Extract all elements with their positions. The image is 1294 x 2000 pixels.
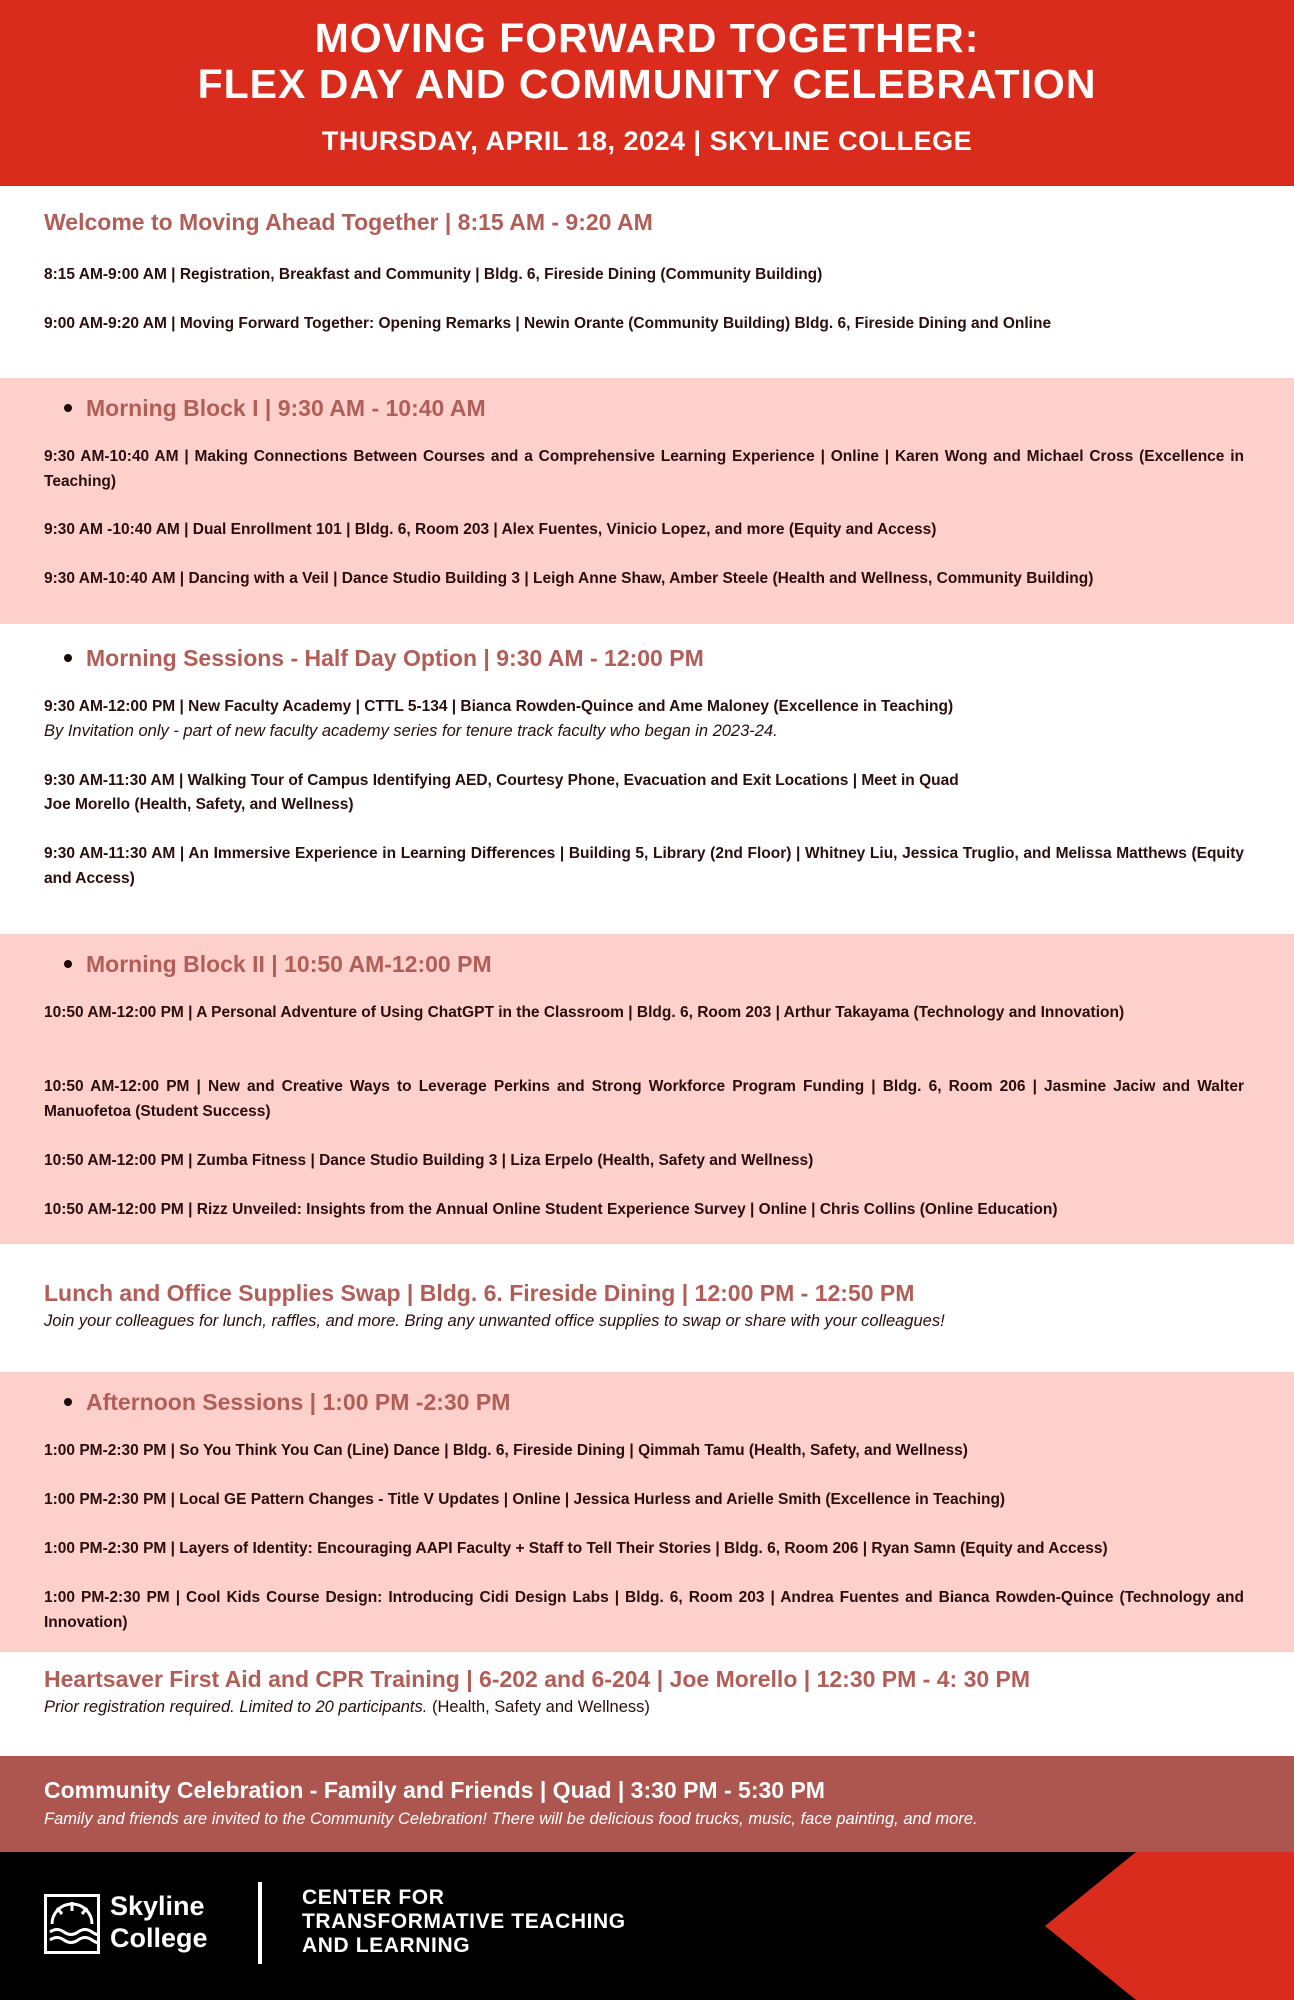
skyline-logo-icon [44, 1894, 100, 1954]
morning-block-2-item-4: 10:50 AM-12:00 PM | Rizz Unveiled: Insights from the Annual Online Student Experience Survey | Online | Chris Collins (Online Education) [44, 1201, 1058, 1218]
morning-sessions-item-2-presenter: Joe Morello (Health, Safety, and Wellness) [44, 796, 354, 813]
afternoon-item-3: 1:00 PM-2:30 PM | Layers of Identity: Encouraging AAPI Faculty + Staff to Tell Their Stories | Bldg. 6, Room 206 | Ryan Samn (Equity and Access) [44, 1540, 1108, 1557]
celebration-title: Community Celebration - Family and Friends | Quad | 3:30 PM - 5:30 PM [44, 1777, 825, 1803]
page-title-line2: FLEX DAY AND COMMUNITY CELEBRATION [197, 61, 1097, 107]
center-name-line3: AND LEARNING [302, 1934, 471, 1957]
morning-block-2-item-1: 10:50 AM-12:00 PM | A Personal Adventure of Using ChatGPT in the Classroom | Bldg. 6, Room 203 | Arthur Takayama (Technology and Innovation) [44, 1004, 1125, 1021]
welcome-section [0, 186, 1294, 378]
bullet-icon [64, 1398, 72, 1406]
morning-sessions-item-1: 9:30 AM-12:00 PM | New Faculty Academy | CTTL 5-134 | Bianca Rowden-Quince and Ame Maloney (Excellence in Teaching) [44, 698, 954, 715]
center-name-line1: CENTER FOR [302, 1886, 445, 1909]
footer-divider [258, 1882, 262, 1964]
page-subtitle: THURSDAY, APRIL 18, 2024 | SKYLINE COLLEGE [321, 126, 973, 156]
afternoon-item-4: 1:00 PM-2:30 PM | Cool Kids Course Design: Introducing Cidi Design Labs | Bldg. 6, Room 203 | Andrea Fuentes and Bianca Rowden-Quince (Technology and Innovation) [44, 1589, 1244, 1631]
logo-text-skyline: Skyline [110, 1891, 205, 1921]
morning-block-2-item-2: 10:50 AM-12:00 PM | New and Creative Ways to Leverage Perkins and Strong Workforce Program Funding | Bldg. 6, Room 206 | Jasmine Jaciw and Walter Manuofetoa (Student Success) [44, 1078, 1244, 1120]
morning-block-2-section [0, 934, 1294, 1244]
afternoon-item-1: 1:00 PM-2:30 PM | So You Think You Can (Line) Dance | Bldg. 6, Fireside Dining | Qimmah Tamu (Health, Safety, and Wellness) [44, 1442, 968, 1459]
lunch-section [0, 1244, 1294, 1372]
heartsaver-title: Heartsaver First Aid and CPR Training | 6-202 and 6-204 | Joe Morello | 12:30 PM - 4: 30 PM [44, 1666, 1031, 1692]
afternoon-title: Afternoon Sessions | 1:00 PM -2:30 PM [86, 1389, 511, 1415]
lunch-note: Join your colleagues for lunch, raffles, and more. Bring any unwanted office supplies to swap or share with your colleagues! [44, 1312, 945, 1330]
header-banner [0, 0, 1294, 186]
heartsaver-section [0, 1652, 1294, 1756]
lunch-title: Lunch and Office Supplies Swap | Bldg. 6. Fireside Dining | 12:00 PM - 12:50 PM [44, 1280, 915, 1306]
morning-block-2-title: Morning Block II | 10:50 AM-12:00 PM [86, 951, 492, 977]
afternoon-item-2: 1:00 PM-2:30 PM | Local GE Pattern Changes - Title V Updates | Online | Jessica Hurless and Arielle Smith (Excellence in Teaching) [44, 1491, 1006, 1508]
heartsaver-note-italic: Prior registration required. Limited to 20 participants. [44, 1698, 428, 1716]
bullet-icon [64, 654, 72, 662]
welcome-item-1: 8:15 AM-9:00 AM | Registration, Breakfast and Community | Bldg. 6, Fireside Dining (Community Building) [44, 266, 823, 283]
morning-block-1-item-1: 9:30 AM-10:40 AM | Making Connections Between Courses and a Comprehensive Learning Experience | Online | Karen Wong and Michael Cross (Excellence in Teaching) [44, 448, 1244, 490]
morning-block-1-section [0, 378, 1294, 624]
morning-block-2-item-3: 10:50 AM-12:00 PM | Zumba Fitness | Dance Studio Building 3 | Liza Erpelo (Health, Safety and Wellness) [44, 1152, 814, 1169]
welcome-title: Welcome to Moving Ahead Together | 8:15 AM - 9:20 AM [44, 209, 653, 235]
bullet-icon [64, 404, 72, 412]
morning-sessions-item-2: 9:30 AM-11:30 AM | Walking Tour of Campus Identifying AED, Courtesy Phone, Evacuation and Exit Locations | Meet in Quad [44, 772, 959, 789]
center-name-line2: TRANSFORMATIVE TEACHING [302, 1910, 626, 1933]
celebration-section [0, 1756, 1294, 1852]
morning-sessions-note: By Invitation only - part of new faculty academy series for tenure track faculty who began in 2023-24. [44, 722, 778, 740]
heartsaver-note [44, 1695, 1244, 1719]
heartsaver-note-category: (Health, Safety and Wellness) [427, 1698, 650, 1716]
morning-sessions-item-3: 9:30 AM-11:30 AM | An Immersive Experience in Learning Differences | Building 5, Library (2nd Floor) | Whitney Liu, Jessica Truglio, and Melissa Matthews (Equity and Access) [44, 845, 1244, 887]
morning-block-1-item-2: 9:30 AM -10:40 AM | Dual Enrollment 101 | Bldg. 6, Room 203 | Alex Fuentes, Vinicio Lopez, and more (Equity and Access) [44, 521, 937, 538]
footer [0, 1852, 1294, 2000]
morning-block-1-item-3: 9:30 AM-10:40 AM | Dancing with a Veil | Dance Studio Building 3 | Leigh Anne Shaw, Amber Steele (Health and Wellness, Community Building) [44, 570, 1094, 587]
welcome-item-2: 9:00 AM-9:20 AM | Moving Forward Together: Opening Remarks | Newin Orante (Community Building) Bldg. 6, Fireside Dining and Online [44, 315, 1052, 332]
morning-sessions-title: Morning Sessions - Half Day Option | 9:30 AM - 12:00 PM [86, 645, 704, 671]
bullet-icon [64, 960, 72, 968]
morning-block-1-title: Morning Block I | 9:30 AM - 10:40 AM [86, 395, 486, 421]
page-title-line1: MOVING FORWARD TOGETHER: [314, 15, 980, 61]
morning-sessions-section [0, 624, 1294, 934]
celebration-note: Family and friends are invited to the Community Celebration! There will be delicious food trucks, music, face painting, and more. [44, 1810, 978, 1828]
afternoon-section [0, 1372, 1294, 1652]
logo-text-college: College [110, 1923, 208, 1953]
